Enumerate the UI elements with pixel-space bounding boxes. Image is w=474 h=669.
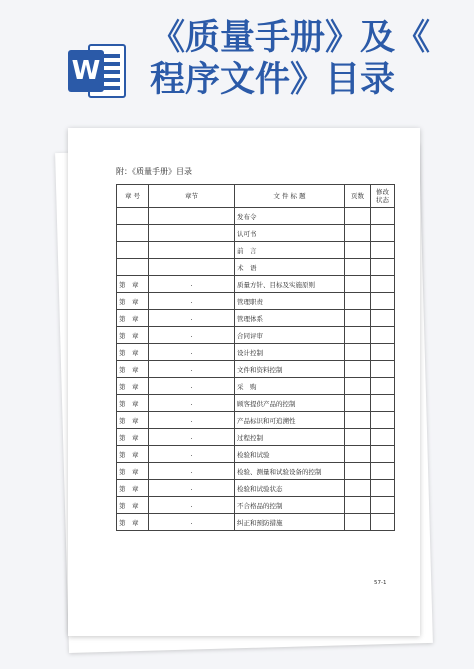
title-cell: 前 言 [235, 242, 345, 259]
pages-cell [345, 344, 371, 361]
table-row [117, 344, 395, 361]
table-row [117, 208, 395, 225]
section-cell [149, 259, 235, 276]
table-row [117, 497, 395, 514]
table-row [117, 446, 395, 463]
pages-cell [345, 293, 371, 310]
table-row [117, 310, 395, 327]
column-header-title: 文 件 标 题 [235, 185, 345, 208]
title-cell: 纠正和预防措施 [235, 514, 345, 531]
pages-cell [345, 276, 371, 293]
pages-cell [345, 497, 371, 514]
chapter-cell: 第 章 [117, 480, 149, 497]
status-cell [371, 514, 395, 531]
column-header-chapter: 章 号 [117, 185, 149, 208]
section-cell: . [149, 310, 235, 327]
header-banner [0, 0, 474, 118]
chapter-cell: 第 章 [117, 395, 149, 412]
status-cell [371, 446, 395, 463]
section-cell: . [149, 293, 235, 310]
table-row [117, 361, 395, 378]
status-cell [371, 225, 395, 242]
chapter-cell [117, 225, 149, 242]
status-cell [371, 259, 395, 276]
page-number: 57-1 [374, 580, 387, 586]
title-cell: 文件和资料控制 [235, 361, 345, 378]
chapter-cell: 第 章 [117, 344, 149, 361]
pages-cell [345, 310, 371, 327]
pages-cell [345, 412, 371, 429]
section-cell: . [149, 412, 235, 429]
pages-cell [345, 429, 371, 446]
pages-cell [345, 361, 371, 378]
chapter-cell: 第 章 [117, 378, 149, 395]
chapter-cell: 第 章 [117, 276, 149, 293]
table-row [117, 327, 395, 344]
title-cell: 过程控制 [235, 429, 345, 446]
status-cell [371, 378, 395, 395]
title-cell: 术 语 [235, 259, 345, 276]
section-cell: . [149, 429, 235, 446]
table-row [117, 259, 395, 276]
title-cell: 检验、测量和试验设备的控制 [235, 463, 345, 480]
status-cell [371, 412, 395, 429]
table-row [117, 378, 395, 395]
logo-letter: W [71, 56, 101, 86]
chapter-cell: 第 章 [117, 327, 149, 344]
pages-cell [345, 327, 371, 344]
column-header-pages: 页数 [345, 185, 371, 208]
toc-body [117, 208, 395, 531]
section-cell: . [149, 446, 235, 463]
word-icon [66, 40, 128, 102]
title-cell: 管理职责 [235, 293, 345, 310]
title-cell: 合同评审 [235, 327, 345, 344]
table-row [117, 225, 395, 242]
chapter-cell: 第 章 [117, 361, 149, 378]
chapter-cell: 第 章 [117, 514, 149, 531]
title-cell: 质量方针、目标及实施原则 [235, 276, 345, 293]
title-cell: 检验和试验 [235, 446, 345, 463]
pages-cell [345, 208, 371, 225]
pages-cell [345, 378, 371, 395]
chapter-cell: 第 章 [117, 310, 149, 327]
chapter-cell: 第 章 [117, 497, 149, 514]
status-cell [371, 463, 395, 480]
section-cell [149, 242, 235, 259]
pages-cell [345, 463, 371, 480]
table-row [117, 276, 395, 293]
pages-cell [345, 225, 371, 242]
chapter-cell [117, 259, 149, 276]
status-cell [371, 480, 395, 497]
document-heading: 附：《质量手册》目录 [116, 167, 192, 176]
chapter-cell [117, 242, 149, 259]
banner-title-line2: 程序文件》目录 [150, 59, 396, 100]
table-row [117, 480, 395, 497]
section-cell: . [149, 276, 235, 293]
section-cell: . [149, 395, 235, 412]
status-cell [371, 327, 395, 344]
status-cell [371, 429, 395, 446]
table-row [117, 242, 395, 259]
title-cell: 设计控制 [235, 344, 345, 361]
section-cell [149, 225, 235, 242]
section-cell: . [149, 378, 235, 395]
title-cell: 采 购 [235, 378, 345, 395]
section-cell [149, 208, 235, 225]
section-cell: . [149, 497, 235, 514]
table-row [117, 293, 395, 310]
document-page [68, 128, 420, 636]
status-cell [371, 293, 395, 310]
chapter-cell: 第 章 [117, 446, 149, 463]
title-cell: 检验和试验状态 [235, 480, 345, 497]
column-header-section: 章节 [149, 185, 235, 208]
chapter-cell: 第 章 [117, 463, 149, 480]
section-cell: . [149, 361, 235, 378]
status-cell [371, 497, 395, 514]
section-cell: . [149, 327, 235, 344]
section-cell: . [149, 480, 235, 497]
table-row [117, 412, 395, 429]
title-cell: 认可书 [235, 225, 345, 242]
pages-cell [345, 259, 371, 276]
banner-title-line1: 《质量手册》及《 [150, 17, 431, 58]
pages-cell [345, 446, 371, 463]
chapter-cell: 第 章 [117, 429, 149, 446]
chapter-cell: 第 章 [117, 293, 149, 310]
table-row [117, 395, 395, 412]
table-header-row [117, 185, 395, 208]
pages-cell [345, 395, 371, 412]
title-cell: 不合格品的控制 [235, 497, 345, 514]
column-header-status: 修改状态 [371, 185, 395, 208]
section-cell: . [149, 463, 235, 480]
status-cell [371, 208, 395, 225]
pages-cell [345, 480, 371, 497]
status-cell [371, 344, 395, 361]
title-cell: 管理体系 [235, 310, 345, 327]
title-cell: 发布令 [235, 208, 345, 225]
section-cell: . [149, 514, 235, 531]
pages-cell [345, 242, 371, 259]
title-cell: 顾客提供产品的控制 [235, 395, 345, 412]
table-row [117, 463, 395, 480]
table-row [117, 429, 395, 446]
status-cell [371, 395, 395, 412]
table-row [117, 514, 395, 531]
toc-table [116, 184, 395, 531]
status-cell [371, 242, 395, 259]
section-cell: . [149, 344, 235, 361]
chapter-cell: 第 章 [117, 412, 149, 429]
chapter-cell [117, 208, 149, 225]
title-cell: 产品标识和可追溯性 [235, 412, 345, 429]
status-cell [371, 361, 395, 378]
pages-cell [345, 514, 371, 531]
status-cell [371, 310, 395, 327]
status-cell [371, 276, 395, 293]
